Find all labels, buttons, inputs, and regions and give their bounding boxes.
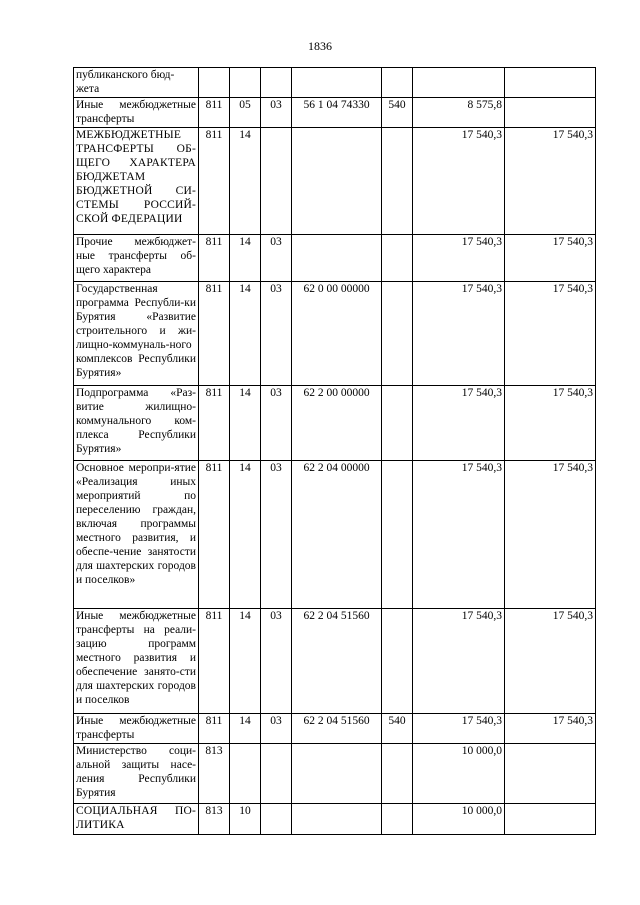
cell-ministry: 811: [199, 282, 230, 386]
cell-target: 56 1 04 74330: [292, 98, 382, 128]
cell-expense: 540: [382, 98, 413, 128]
cell-sum-1: 10 000,0: [413, 804, 505, 835]
cell-target: [292, 744, 382, 804]
row-name: МЕЖБЮДЖЕТНЫЕ ТРАНСФЕРТЫ ОБ-ЩЕГО ХАРАКТЕРА БЮДЖЕТАМ БЮДЖЕТНОЙ СИ-СТЕМЫ РОССИЙ-СКОЙ ФЕДЕРАЦИИ: [74, 128, 199, 235]
cell-ministry: 811: [199, 461, 230, 609]
cell-subsection: 03: [261, 609, 292, 714]
cell-subsection: [261, 744, 292, 804]
row-name: СОЦИАЛЬНАЯ ПО-ЛИТИКА: [74, 804, 199, 835]
cell-target: 62 2 04 51560: [292, 609, 382, 714]
cell-subsection: 03: [261, 386, 292, 461]
cell-sum-2: 17 540,3: [505, 461, 596, 609]
row-name: Министерство соци-альной защиты насе-ления Республики Бурятия: [74, 744, 199, 804]
cell-target: 62 2 04 00000: [292, 461, 382, 609]
cell-ministry: 811: [199, 386, 230, 461]
cell-ministry: 811: [199, 98, 230, 128]
row-name: Подпрограмма «Раз-витие жилищно-коммунального ком-плекса Республики Бурятия»: [74, 386, 199, 461]
table-row: [74, 804, 596, 835]
table-row: [74, 282, 596, 386]
cell-expense: [382, 235, 413, 282]
cell-expense: [382, 804, 413, 835]
cell-expense: [382, 609, 413, 714]
cell-sum-1: 17 540,3: [413, 235, 505, 282]
cell-target: [292, 235, 382, 282]
cell-expense: [382, 68, 413, 98]
cell-target: 62 0 00 00000: [292, 282, 382, 386]
cell-subsection: 03: [261, 282, 292, 386]
table-row: [74, 386, 596, 461]
table-row: [74, 98, 596, 128]
cell-ministry: 811: [199, 128, 230, 235]
cell-section: [230, 744, 261, 804]
cell-section: 14: [230, 461, 261, 609]
cell-sum-1: 17 540,3: [413, 128, 505, 235]
page-number: 1836: [308, 39, 332, 53]
cell-ministry: 813: [199, 744, 230, 804]
cell-sum-1: 8 575,8: [413, 98, 505, 128]
table-row: [74, 744, 596, 804]
cell-sum-1: [413, 68, 505, 98]
cell-sum-2: 17 540,3: [505, 609, 596, 714]
row-name: Основное меропри-ятие «Реализация иных мероприятий по переселению граждан, включая программы местного развития, и обеспе-чение занятости для шахтерских городов и поселков»: [74, 461, 199, 609]
cell-section: 05: [230, 98, 261, 128]
cell-expense: 540: [382, 714, 413, 744]
row-name: Иные межбюджетные трансферты: [74, 98, 199, 128]
cell-sum-2: 17 540,3: [505, 235, 596, 282]
table-row: [74, 609, 596, 714]
cell-sum-2: 17 540,3: [505, 282, 596, 386]
cell-expense: [382, 128, 413, 235]
cell-target: [292, 804, 382, 835]
cell-ministry: 811: [199, 235, 230, 282]
cell-sum-2: [505, 68, 596, 98]
cell-sum-1: 17 540,3: [413, 609, 505, 714]
table-row: [74, 128, 596, 235]
cell-target: 62 2 04 51560: [292, 714, 382, 744]
row-name: публиканского бюд- жета: [74, 68, 199, 98]
cell-target: [292, 128, 382, 235]
cell-ministry: 813: [199, 804, 230, 835]
cell-section: [230, 68, 261, 98]
table-row: [74, 235, 596, 282]
cell-section: 14: [230, 235, 261, 282]
cell-section: 10: [230, 804, 261, 835]
cell-expense: [382, 461, 413, 609]
cell-section: 14: [230, 714, 261, 744]
cell-expense: [382, 282, 413, 386]
cell-expense: [382, 386, 413, 461]
cell-section: 14: [230, 128, 261, 235]
budget-table: [73, 67, 596, 835]
cell-subsection: 03: [261, 235, 292, 282]
row-name: Государственная программа Республи-ки Бурятия «Развитие строительного и жи-лищно-коммуналь-ного комплексов Республики Бурятия»: [74, 282, 199, 386]
row-name: Иные межбюджетные трансферты на реали-зацию программ местного развития и обеспечение занято-сти для шахтерских городов и поселков: [74, 609, 199, 714]
cell-subsection: [261, 68, 292, 98]
cell-subsection: [261, 128, 292, 235]
cell-sum-2: 17 540,3: [505, 386, 596, 461]
cell-target: [292, 68, 382, 98]
table-row: [74, 714, 596, 744]
cell-sum-2: [505, 98, 596, 128]
cell-section: 14: [230, 609, 261, 714]
cell-expense: [382, 744, 413, 804]
cell-subsection: [261, 804, 292, 835]
cell-ministry: [199, 68, 230, 98]
cell-sum-1: 17 540,3: [413, 386, 505, 461]
cell-ministry: 811: [199, 609, 230, 714]
cell-ministry: 811: [199, 714, 230, 744]
cell-sum-2: [505, 804, 596, 835]
cell-sum-2: 17 540,3: [505, 128, 596, 235]
cell-section: 14: [230, 282, 261, 386]
cell-sum-1: 17 540,3: [413, 461, 505, 609]
table-row: [74, 68, 596, 98]
cell-subsection: 03: [261, 98, 292, 128]
cell-sum-1: 10 000,0: [413, 744, 505, 804]
table-row: [74, 461, 596, 609]
row-name: Прочие межбюджет-ные трансферты об-щего характера: [74, 235, 199, 282]
cell-subsection: 03: [261, 714, 292, 744]
cell-sum-1: 17 540,3: [413, 282, 505, 386]
row-name: Иные межбюджетные трансферты: [74, 714, 199, 744]
cell-sum-2: 17 540,3: [505, 714, 596, 744]
cell-section: 14: [230, 386, 261, 461]
cell-target: 62 2 00 00000: [292, 386, 382, 461]
cell-subsection: 03: [261, 461, 292, 609]
cell-sum-1: 17 540,3: [413, 714, 505, 744]
cell-sum-2: [505, 744, 596, 804]
